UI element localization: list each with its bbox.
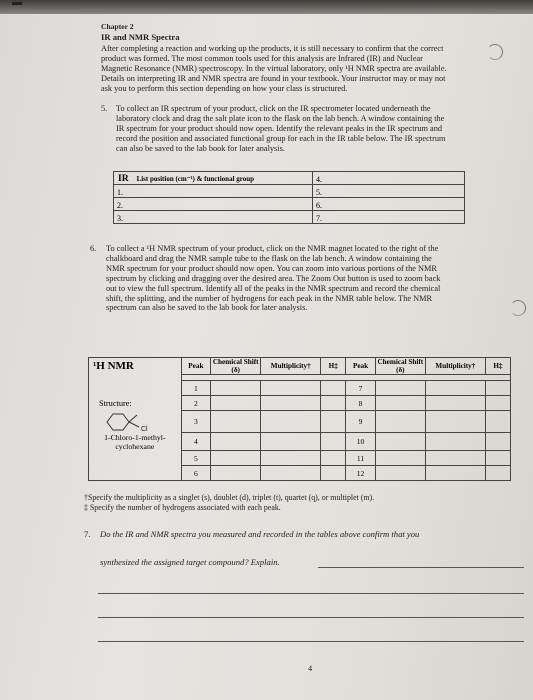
nmr-peak-cell: 3 (181, 411, 210, 433)
nmr-peak-cell: 5 (181, 451, 210, 466)
step5-number: 5. (101, 104, 108, 113)
structure-label-cell (89, 396, 182, 411)
nmr-multiplicity-cell[interactable] (425, 396, 485, 411)
chlorine-atom-label: Cl (141, 425, 148, 433)
intro-line: product was formed. The most common tools used for this analysis are Infrared (IR) and Nuclear (101, 53, 423, 63)
answer-line[interactable] (98, 617, 524, 618)
nmr-side-cell (89, 451, 182, 466)
nmr-peak-cell: 1 (181, 381, 210, 396)
nmr-header-peak: Peak (181, 358, 210, 375)
intro-line: After completing a reaction and working up the products, it is still necessary to confirm that the correct (101, 44, 444, 53)
nmr-title: ¹H NMR (93, 360, 134, 372)
ir-right-cell[interactable]: 6. (313, 198, 465, 211)
nmr-h-cell[interactable] (485, 466, 510, 481)
nmr-h-cell[interactable] (321, 451, 346, 466)
step5-line: IR spectrum for your product should now open. Identify the relevant peaks in the IR spectrum and (116, 123, 443, 133)
nmr-shift-cell[interactable] (211, 381, 261, 396)
step6-line: To collect a ¹H NMR spectrum of your product, click on the NMR magnet located to the right of the (106, 244, 439, 253)
answer-line[interactable] (318, 567, 524, 568)
nmr-h-cell[interactable] (485, 381, 510, 396)
ir-right-cell[interactable]: 5. (313, 185, 465, 198)
step5-line: record the position and associated functional group for each in the IR table below. The IR spectrum (116, 133, 446, 143)
nmr-multiplicity-cell[interactable] (425, 466, 485, 481)
page-curl-mark (487, 44, 503, 60)
intro-paragraph (101, 44, 447, 94)
nmr-side-cell (89, 381, 182, 396)
nmr-peak-cell: 9 (346, 411, 375, 433)
compound-name-line-1: 1-Chloro-1-methyl- (104, 432, 166, 442)
nmr-peak-cell: 4 (181, 433, 210, 451)
nmr-h-cell[interactable] (321, 396, 346, 411)
compound-name-cell (89, 433, 182, 451)
step5-paragraph (116, 104, 445, 154)
page-curl-mark-2 (510, 300, 526, 316)
page-top-shadow (0, 0, 533, 14)
nmr-h-cell[interactable] (485, 411, 510, 433)
step6-paragraph (106, 244, 440, 313)
molecule-structure-icon (101, 411, 167, 433)
step7-question-line-2: synthesized the assigned target compound? Explain. (100, 557, 280, 567)
step6-line: shift, the splitting, and the number of hydrogens for each peak in the NMR table below. The NMR (106, 293, 433, 303)
nmr-peak-cell: 11 (346, 451, 375, 466)
ir-label: IR (118, 174, 129, 184)
ir-header-text: List position (cm⁻¹) & functional group (136, 175, 255, 183)
nmr-multiplicity-cell[interactable] (425, 381, 485, 396)
ir-left-cell[interactable]: 3. (114, 211, 313, 224)
nmr-shift-cell[interactable] (211, 433, 261, 451)
ir-right-cell[interactable]: 7. (313, 211, 465, 224)
nmr-h-cell[interactable] (485, 396, 510, 411)
footnote-multiplicity: †Specify the multiplicity as a singlet (s), doublet (d), triplet (t), quartet (q), or multiplet (m). (84, 493, 375, 502)
nmr-shift-cell[interactable] (375, 411, 425, 433)
nmr-multiplicity-cell[interactable] (261, 381, 321, 396)
nmr-header-shift: Chemical Shift (δ) (375, 358, 425, 375)
nmr-peak-cell: 10 (346, 433, 375, 451)
nmr-side-cell (89, 466, 182, 481)
ir-left-cell[interactable]: 2. (114, 198, 313, 211)
structure-label: Structure: (99, 398, 132, 408)
nmr-multiplicity-cell[interactable] (261, 466, 321, 481)
nmr-title-cell (89, 358, 182, 381)
nmr-header-h: H‡ (485, 358, 510, 375)
ir-table (113, 171, 465, 224)
nmr-h-cell[interactable] (321, 381, 346, 396)
ir-right-cell[interactable]: 4. (313, 172, 465, 185)
answer-line[interactable] (98, 593, 524, 594)
footnote-hydrogens: ‡ Specify the number of hydrogens associated with each peak. (84, 503, 281, 512)
page-top-mark (12, 2, 22, 5)
nmr-multiplicity-cell[interactable] (425, 411, 485, 433)
section-title: IR and NMR Spectra (101, 32, 180, 42)
nmr-header-shift: Chemical Shift (δ) (211, 358, 261, 375)
step6-line: out to view the full spectrum. Identify all of the peaks in the NMR spectrum and record the chemical (106, 283, 441, 293)
nmr-multiplicity-cell[interactable] (425, 451, 485, 466)
intro-line: Details on interpreting IR and NMR spectra are found in your textbook. Your instructor may or may not (101, 73, 446, 83)
nmr-h-cell[interactable] (321, 411, 346, 433)
nmr-h-cell[interactable] (485, 433, 510, 451)
nmr-multiplicity-cell[interactable] (425, 433, 485, 451)
nmr-shift-cell[interactable] (211, 466, 261, 481)
nmr-shift-cell[interactable] (211, 451, 261, 466)
page-number: 4 (308, 664, 313, 673)
nmr-shift-cell[interactable] (375, 381, 425, 396)
nmr-header-multiplicity: Multiplicity† (425, 358, 485, 375)
nmr-peak-cell: 12 (346, 466, 375, 481)
nmr-multiplicity-cell[interactable] (261, 433, 321, 451)
compound-name-line-2: cyclohexane (115, 441, 155, 451)
intro-line: Magnetic Resonance (NMR) spectroscopy. In the virtual laboratory, only ¹H NMR spectra are available. (101, 63, 447, 73)
step7-question-line-1: Do the IR and NMR spectra you measured and recorded in the tables above confirm that you (100, 529, 420, 539)
step7-number: 7. (84, 529, 91, 539)
answer-line[interactable] (98, 641, 524, 642)
nmr-shift-cell[interactable] (375, 466, 425, 481)
nmr-shift-cell[interactable] (375, 451, 425, 466)
step6-line: NMR spectrum for your product should now open. You can zoom into various portions of the NMR (106, 263, 437, 273)
nmr-header-peak: Peak (346, 358, 375, 375)
ir-left-cell[interactable]: 1. (114, 185, 313, 198)
step6-line: spectrum by clicking and dragging over the desired area. The Zoom Out button is used to zoom back (106, 273, 441, 283)
step5-line: To collect an IR spectrum of your product, click on the IR spectrometer located underneath the (116, 104, 431, 113)
nmr-shift-cell[interactable] (211, 396, 261, 411)
step6-line: spectrum can also be saved to the lab book for later analysis. (106, 303, 308, 313)
nmr-peak-cell: 2 (181, 396, 210, 411)
nmr-peak-cell: 8 (346, 396, 375, 411)
nmr-header-h: H‡ (321, 358, 346, 375)
nmr-h-cell[interactable] (485, 451, 510, 466)
nmr-multiplicity-cell[interactable] (261, 451, 321, 466)
nmr-multiplicity-cell[interactable] (261, 411, 321, 433)
step5-line: can also be saved to the lab book for later analysis. (116, 143, 285, 153)
step6-number: 6. (90, 244, 97, 253)
nmr-multiplicity-cell[interactable] (261, 396, 321, 411)
nmr-peak-cell: 7 (346, 381, 375, 396)
nmr-h-cell[interactable] (321, 466, 346, 481)
ir-header-cell (114, 172, 313, 185)
nmr-h-cell[interactable] (321, 433, 346, 451)
structure-drawing-cell (89, 411, 182, 433)
nmr-shift-cell[interactable] (211, 411, 261, 433)
nmr-peak-cell: 6 (181, 466, 210, 481)
step5-line: laboratory clock and drag the salt plate icon to the flask on the lab bench. A window containing the (116, 113, 445, 123)
nmr-shift-cell[interactable] (375, 396, 425, 411)
intro-line: ask you to perform this section depending on how your class is structured. (101, 83, 348, 93)
nmr-header-multiplicity: Multiplicity† (261, 358, 321, 375)
chapter-label: Chapter 2 (101, 22, 134, 31)
nmr-table (88, 357, 511, 481)
step6-line: chalkboard and drag the NMR sample tube to the flask on the lab bench. A window containing the (106, 253, 432, 263)
nmr-shift-cell[interactable] (375, 433, 425, 451)
